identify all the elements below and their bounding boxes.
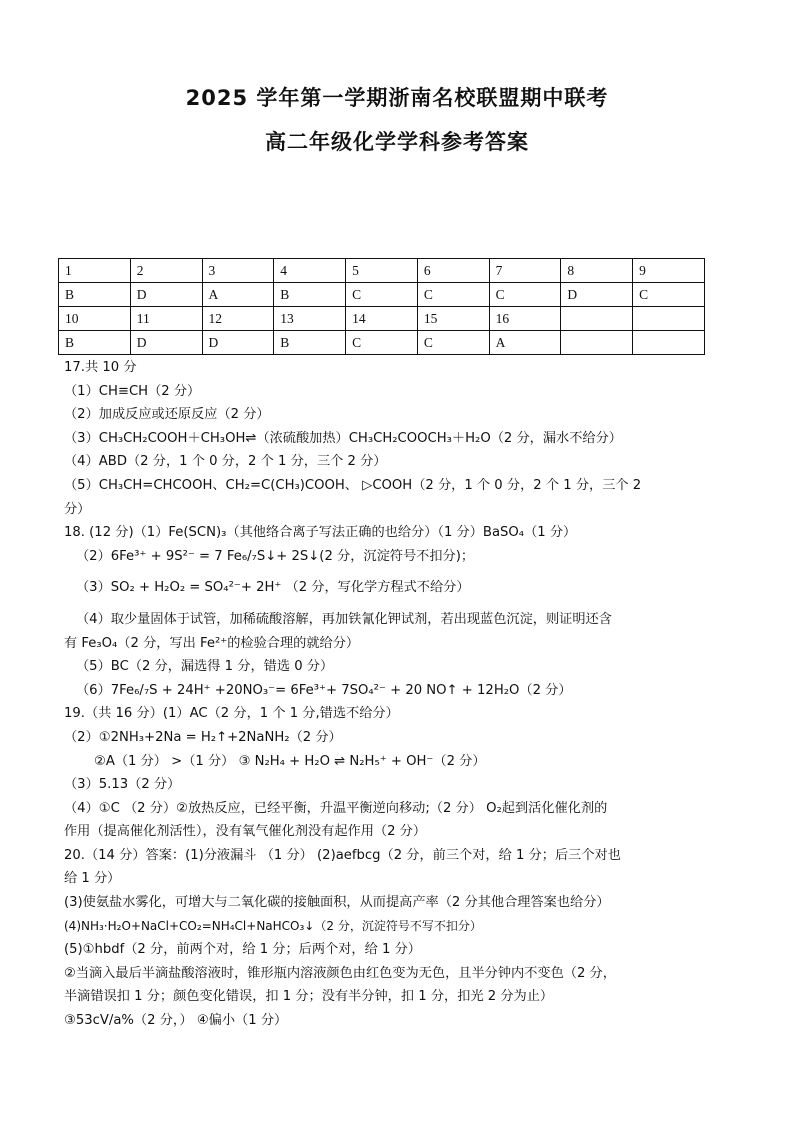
question-number-cell: 3 [202,259,274,283]
q17-heading: 17.共 10 分 [64,360,137,375]
question-number-cell: 14 [346,307,418,331]
answer-cell [633,331,705,355]
q19-part4: （4）①C （2 分）②放热反应，已经平衡，升温平衡逆向移动;（2 分） O₂起到活化催化剂的 [64,800,608,816]
question-number-cell: 9 [633,259,705,283]
answer-cell: C [346,331,418,355]
question-number-cell: 4 [274,259,346,283]
answer-cell: C [489,283,561,307]
question-number-cell: 11 [130,307,202,331]
q20-part5-sub2: ②当滴入最后半滴盐酸溶液时，锥形瓶内溶液颜色由红色变为无色，且半分钟内不变色（2 分， [64,965,616,981]
answer-cell: C [346,283,418,307]
question-20 [64,844,744,1033]
question-number-cell: 16 [489,307,561,331]
q19-part2: （2）①2NH₃+2Na = H₂↑+2NaNH₂（2 分） [64,729,342,745]
q18-heading: 18. (12 分)（1）Fe(SCN)₃（其他络合离子写法正确的也给分）（1 分）BaSO₄（1 分） [64,525,577,541]
question-19 [64,702,744,844]
table-row [59,283,705,307]
q20-part4: (4)NH₃·H₂O+NaCl+CO₂=NH₄Cl+NaHCO₃↓（2 分，沉淀符号不写不扣分） [64,918,482,933]
answer-body [64,356,744,1033]
question-number-cell: 12 [202,307,274,331]
q20-part5-sub2-cont: 半滴错误扣 1 分；颜色变化错误，扣 1 分；没有半分钟，扣 1 分，扣光 2 分为止） [64,989,554,1005]
question-number-cell: 13 [274,307,346,331]
q19-part3: （3）5.13（2 分） [64,777,181,793]
answer-cell: C [633,283,705,307]
q19-heading: 19.（共 16 分）(1）AC（2 分，1 个 1 分,错选不给分） [64,706,399,722]
question-number-cell [561,307,633,331]
question-number-cell: 2 [130,259,202,283]
q20-part5: (5)①hbdf（2 分，前两个对，给 1 分；后两个对，给 1 分） [64,942,421,958]
document-title: 2025 学年第一学期浙南名校联盟期中联考 [185,86,609,110]
answer-cell: D [130,283,202,307]
q18-part3: （3）SO₂ + H₂O₂ = SO₄²⁻+ 2H⁺ （2 分，写化学方程式不给分） [76,580,470,596]
q17-part4: （4）ABD（2 分，1 个 0 分，2 个 1 分，三个 2 分） [64,454,387,470]
answer-cell: B [274,331,346,355]
q18-part2: （2）6Fe³⁺ + 9S²⁻ = 7 Fe₆/₇S↓+ 2S↓(2 分，沉淀符号不扣分)； [76,548,475,564]
q20-heading: 20.（14 分）答案：(1)分液漏斗 （1 分） (2)aefbcg（2 分，前三个对，给 1 分；后三个对也 [64,847,621,863]
question-number-cell: 1 [59,259,131,283]
q20-heading-cont: 给 1 分） [64,871,121,887]
answer-cell: C [417,283,489,307]
q17-part5: （5）CH₃CH=CHCOOH、CH₂=C(CH₃)COOH、 ▷COOH（2 分，1 个 0 分，2 个 1 分，三个 2 [64,477,642,493]
q19-part2-cont: ②A（1 分） >（1 分） ③ N₂H₄ + H₂O ⇌ N₂H₅⁺ + OH⁻（2 分） [94,753,486,769]
question-18 [64,521,744,702]
question-number-cell: 7 [489,259,561,283]
question-number-cell: 5 [346,259,418,283]
q17-part1: （1）CH≡CH（2 分） [64,383,201,399]
answer-cell: B [274,283,346,307]
q17-part2: （2）加成反应或还原反应（2 分） [64,407,270,423]
table-row [59,331,705,355]
q20-part3: (3)使氨盐水雾化，可增大与二氧化碳的接触面积，从而提高产率（2 分其他合理答案也给分） [64,895,610,911]
question-number-cell [633,307,705,331]
q18-part6: （6）7Fe₆/₇S + 24H⁺ +20NO₃⁻= 6Fe³⁺+ 7SO₄²⁻ + 20 NO↑ + 12H₂O（2 分） [76,682,572,698]
q18-part5: （5）BC（2 分，漏选得 1 分，错选 0 分） [76,659,334,675]
question-number-cell: 15 [417,307,489,331]
answer-cell: D [561,283,633,307]
q18-part4-cont: 有 Fe₃O₄（2 分，写出 Fe²⁺的检验合理的就给分） [64,635,360,651]
q17-part5-cont: 分） [64,501,91,517]
document-subtitle: 高二年级化学学科参考答案 [265,130,529,154]
q20-part5-sub3: ③53cV/a%（2 分，） ④偏小（1 分） [64,1013,288,1029]
q17-part3: （3）CH₃CH₂COOH＋CH₃OH⇌（浓硫酸加热）CH₃CH₂COOCH₃＋H₂O（2 分，漏水不给分） [64,430,622,446]
question-number-cell: 10 [59,307,131,331]
answer-cell: D [202,331,274,355]
answer-cell: B [59,331,131,355]
answer-cell: A [489,331,561,355]
table-row [59,259,705,283]
answer-table [58,258,705,355]
question-number-cell: 8 [561,259,633,283]
answer-cell: C [417,331,489,355]
answer-cell: D [130,331,202,355]
question-17 [64,356,744,521]
answer-cell [561,331,633,355]
table-row [59,307,705,331]
q18-part4: （4）取少量固体于试管，加稀硫酸溶解，再加铁氰化钾试剂，若出现蓝色沉淀，则证明还含 [76,611,612,627]
q19-part4-cont: 作用（提高催化剂活性），没有氧气催化剂没有起作用（2 分） [64,824,427,840]
answer-cell: A [202,283,274,307]
question-number-cell: 6 [417,259,489,283]
answer-cell: B [59,283,131,307]
